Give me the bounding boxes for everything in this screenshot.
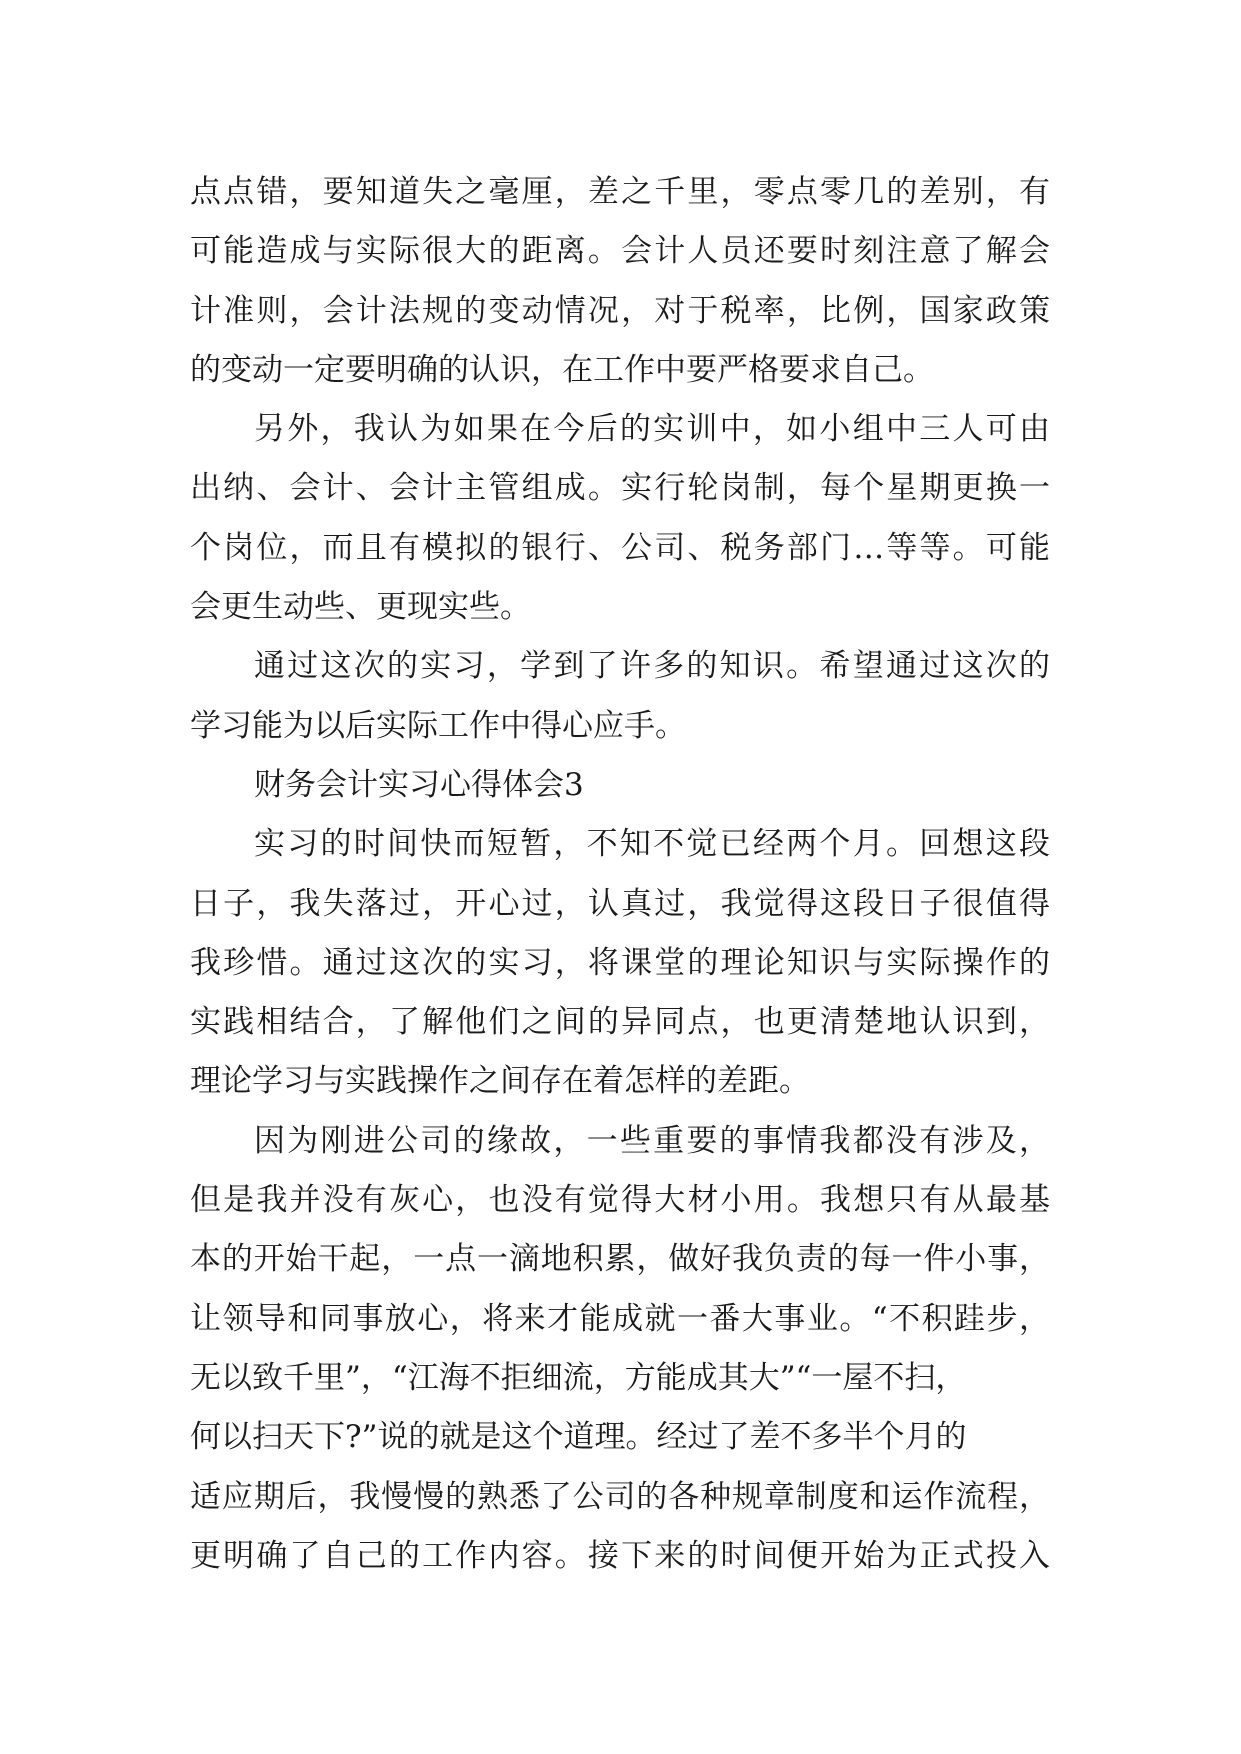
paragraph-first-line: 因为刚进公司的缘故，一些重要的事情我都没有涉及，: [254, 1122, 1050, 1159]
body-line: 让领导和同事放心，将来才能成就一番大事业。“不积跬步，: [190, 1300, 1050, 1337]
body-line: 实践相结合，了解他们之间的异同点，也更清楚地认识到，: [190, 1004, 1050, 1041]
body-line: 的变动一定要明确的认识，在工作中要严格要求自己。: [190, 351, 934, 388]
body-line: 出纳、会计、会计主管组成。实行轮岗制，每个星期更换一: [190, 470, 1050, 507]
body-line: 何以扫天下?”说的就是这个道理。经过了差不多半个月的: [190, 1419, 967, 1456]
body-line: 更明确了自己的工作内容。接下来的时间便开始为正式投入: [190, 1537, 1050, 1574]
body-line: 本的开始干起，一点一滴地积累，做好我负责的每一件小事，: [190, 1241, 1050, 1278]
body-line: 我珍惜。通过这次的实习，将课堂的理论知识与实际操作的: [190, 944, 1050, 981]
body-line: 会更生动些、更现实些。: [190, 589, 531, 626]
body-line: 点点错，要知道失之毫厘，差之千里，零点零几的差别，有: [190, 174, 1050, 210]
paragraph-first-line: 实习的时间快而短暂，不知不觉已经两个月。回想这段: [254, 826, 1050, 863]
paragraph-first-line: 另外，我认为如果在今后的实训中，如小组中三人可由: [254, 411, 1050, 448]
body-line: 日子，我失落过，开心过，认真过，我觉得这段日子很值得: [190, 885, 1050, 922]
body-line: 适应期后，我慢慢的熟悉了公司的各种规章制度和运作流程，: [190, 1478, 1050, 1515]
paragraph-first-line: 通过这次的实习，学到了许多的知识。希望通过这次的: [254, 648, 1050, 685]
body-line: 可能造成与实际很大的距离。会计人员还要时刻注意了解会: [190, 233, 1050, 270]
body-line: 理论学习与实践操作之间存在着怎样的差距。: [190, 1063, 810, 1100]
body-line: 但是我并没有灰心，也没有觉得大材小用。我想只有从最基: [190, 1182, 1050, 1219]
document-body: [190, 163, 1050, 1586]
body-line: 个岗位，而且有模拟的银行、公司、税务部门…等等。可能: [190, 529, 1050, 566]
body-line: 计准则，会计法规的变动情况，对于税率，比例，国家政策: [190, 292, 1050, 329]
body-line: 无以致千里”，“江海不拒细流，方能成其大”“一屋不扫，: [190, 1359, 967, 1396]
section-heading: 财务会计实习心得体会3: [254, 766, 584, 803]
body-line: 学习能为以后实际工作中得心应手。: [190, 707, 686, 744]
